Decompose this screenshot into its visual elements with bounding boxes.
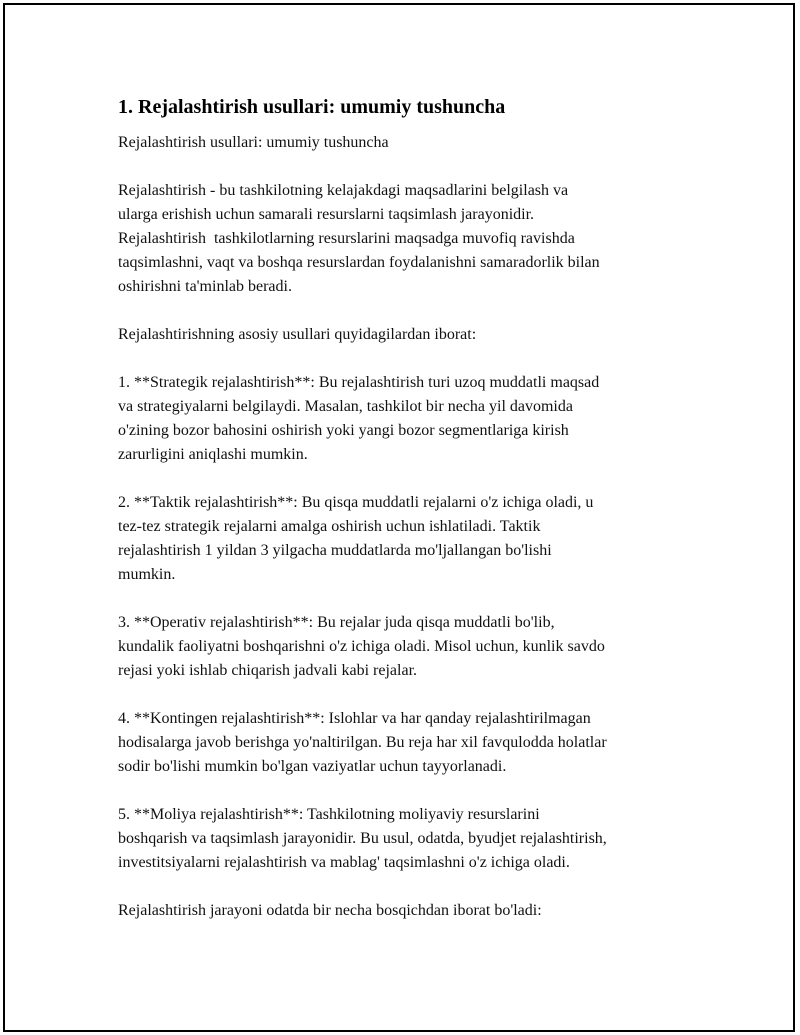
- paragraph-line: investitsiyalarni rejalashtirish va mablag' taqsimlashni o'z ichiga oladi.: [118, 854, 570, 871]
- paragraph-line: hodisalarga javob berishga yo'naltirilgan. Bu reja har xil favqulodda holatlar: [118, 734, 607, 751]
- paragraph-list: [118, 179, 698, 923]
- paragraph-line: boshqarish va taqsimlash jarayonidir. Bu usul, odatda, byudjet rejalashtirish,: [118, 830, 607, 847]
- paragraph: [118, 491, 698, 587]
- paragraph-line: Rejalashtirish - bu tashkilotning kelajakdagi maqsadlarini belgilash va: [118, 182, 569, 199]
- paragraph-line: mumkin.: [118, 566, 176, 583]
- paragraph-line: 2. **Taktik rejalashtirish**: Bu qisqa muddatli rejalarni o'z ichiga oladi, u: [118, 494, 594, 511]
- paragraph-line: Rejalashtirish tashkilotlarning resurslarini maqsadga muvofiq ravishda: [118, 230, 575, 247]
- paragraph-line: 5. **Moliya rejalashtirish**: Tashkilotning moliyaviy resurslarini: [118, 806, 540, 823]
- paragraph: [118, 323, 698, 347]
- paragraph-line: taqsimlashni, vaqt va boshqa resurslardan foydalanishni samaradorlik bilan: [118, 254, 600, 271]
- paragraph-line: oshirishni ta'minlab beradi.: [118, 278, 292, 295]
- paragraph-line: ularga erishish uchun samarali resurslarni taqsimlash jarayonidir.: [118, 206, 535, 223]
- paragraph-line: rejalashtirish 1 yildan 3 yilgacha muddatlarda mo'ljallangan bo'lishi: [118, 542, 552, 559]
- paragraph-line: tez-tez strategik rejalarni amalga oshirish uchun ishlatiladi. Taktik: [118, 518, 541, 535]
- paragraph-line: sodir bo'lishi mumkin bo'lgan vaziyatlar uchun tayyorlanadi.: [118, 758, 507, 775]
- paragraph-line: zarurligini aniqlashi mumkin.: [118, 446, 308, 463]
- paragraph: [118, 707, 698, 779]
- paragraph-line: Rejalashtirish jarayoni odatda bir necha bosqichdan iborat bo'ladi:: [118, 902, 542, 919]
- document-body: [118, 94, 698, 947]
- paragraph: [118, 611, 698, 683]
- paragraph-line: 1. **Strategik rejalashtirish**: Bu rejalashtirish turi uzoq muddatli maqsad: [118, 374, 600, 391]
- paragraph: [118, 179, 698, 299]
- document-subtitle: Rejalashtirish usullari: umumiy tushuncha: [118, 134, 389, 151]
- paragraph-line: 3. **Operativ rejalashtirish**: Bu rejalar juda qisqa muddatli bo'lib,: [118, 614, 555, 631]
- paragraph-line: kundalik faoliyatni boshqarishni o'z ichiga oladi. Misol uchun, kunlik savdo: [118, 638, 605, 655]
- paragraph: [118, 371, 698, 467]
- paragraph-line: o'zining bozor bahosini oshirish yoki yangi bozor segmentlariga kirish: [118, 422, 569, 439]
- paragraph-line: 4. **Kontingen rejalashtirish**: Islohlar va har qanday rejalashtirilmagan: [118, 710, 591, 727]
- paragraph: [118, 899, 698, 923]
- paragraph: [118, 803, 698, 875]
- document-heading: 1. Rejalashtirish usullari: umumiy tushuncha: [118, 96, 506, 118]
- paragraph-line: Rejalashtirishning asosiy usullari quyidagilardan iborat:: [118, 326, 477, 343]
- paragraph-line: va strategiyalarni belgilaydi. Masalan, tashkilot bir necha yil davomida: [118, 398, 573, 415]
- paragraph-line: rejasi yoki ishlab chiqarish jadvali kabi rejalar.: [118, 662, 418, 679]
